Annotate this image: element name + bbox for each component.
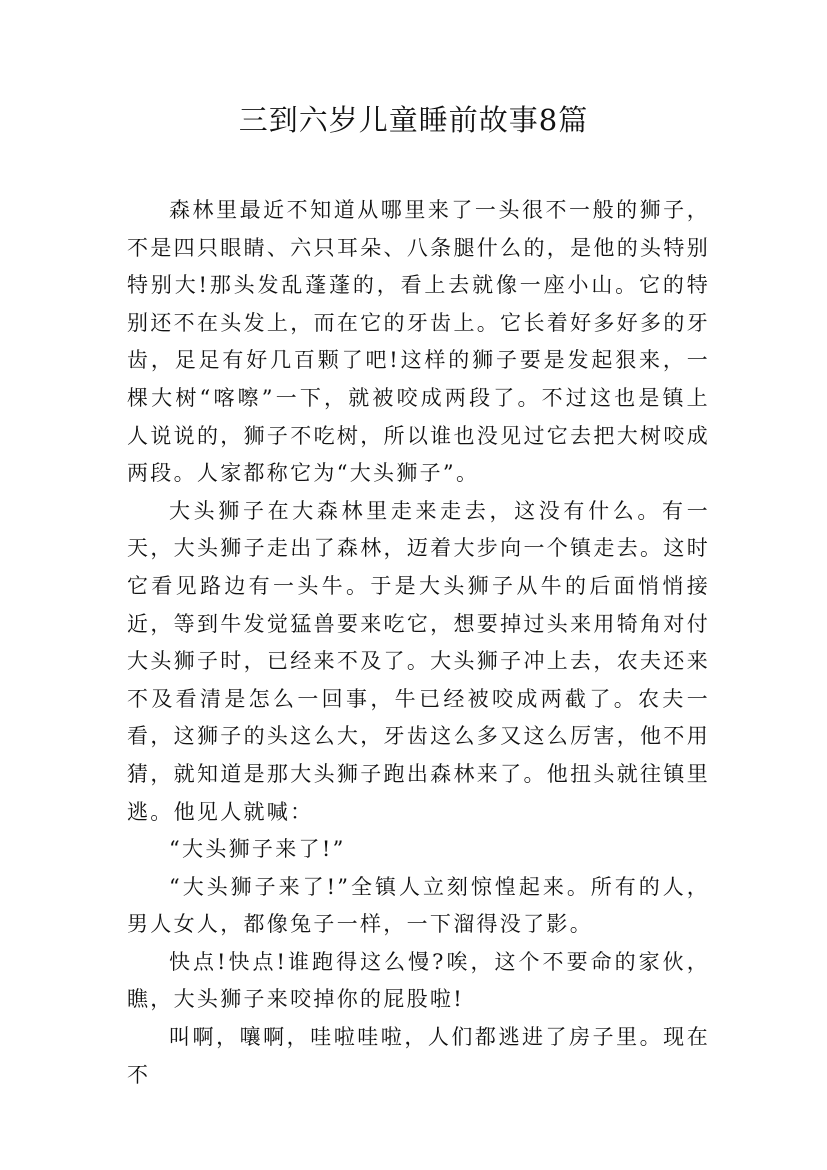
- paragraph: 森林里最近不知道从哪里来了一头很不一般的狮子，不是四只眼睛、六只耳朵、八条腿什么的，是他的头特别特别大!那头发乱蓬蓬的，看上去就像一座小山。它的特别还不在头发上，而在它的牙齿上。它长着好多好多的牙齿，足足有好几百颗了吧!这样的狮子要是发起狠来，一棵大树“喀嚓”一下，就被咬成两段了。不过这也是镇上人说说的，狮子不吃树，所以谁也没见过它去把大树咬成两段。人家都称它为“大头狮子”。: [127, 198, 710, 486]
- document-title: 三到六岁儿童睡前故事8篇: [238, 103, 589, 137]
- paragraph: “大头狮子来了!”全镇人立刻惊惶起来。所有的人，男人女人，都像兔子一样，一下溜得没了影。: [127, 874, 710, 937]
- paragraph: 叫啊，嚷啊，哇啦哇啦，人们都逃进了房子里。现在不: [127, 1025, 710, 1087]
- document-body: [127, 192, 710, 1094]
- paragraph: 快点!快点!谁跑得这么慢?唉，这个不要命的家伙，瞧，大头狮子来咬掉你的屁股啦!: [127, 949, 710, 1012]
- paragraph: “大头狮子来了!”: [169, 837, 346, 862]
- paragraph: 大头狮子在大森林里走来走去，这没有什么。有一天，大头狮子走出了森林，迈着大步向一个镇走去。这时它看见路边有一头牛。于是大头狮子从牛的后面悄悄接近，等到牛发觉猛兽要来吃它，想要掉过头来用犄角对付大头狮子时，已经来不及了。大头狮子冲上去，农夫还来不及看清是怎么一回事，牛已经被咬成两截了。农夫一看，这狮子的头这么大，牙齿这么多又这么厉害，他不用猜，就知道是那大头狮子跑出森林来了。他扭头就往镇里逃。他见人就喊：: [127, 498, 710, 824]
